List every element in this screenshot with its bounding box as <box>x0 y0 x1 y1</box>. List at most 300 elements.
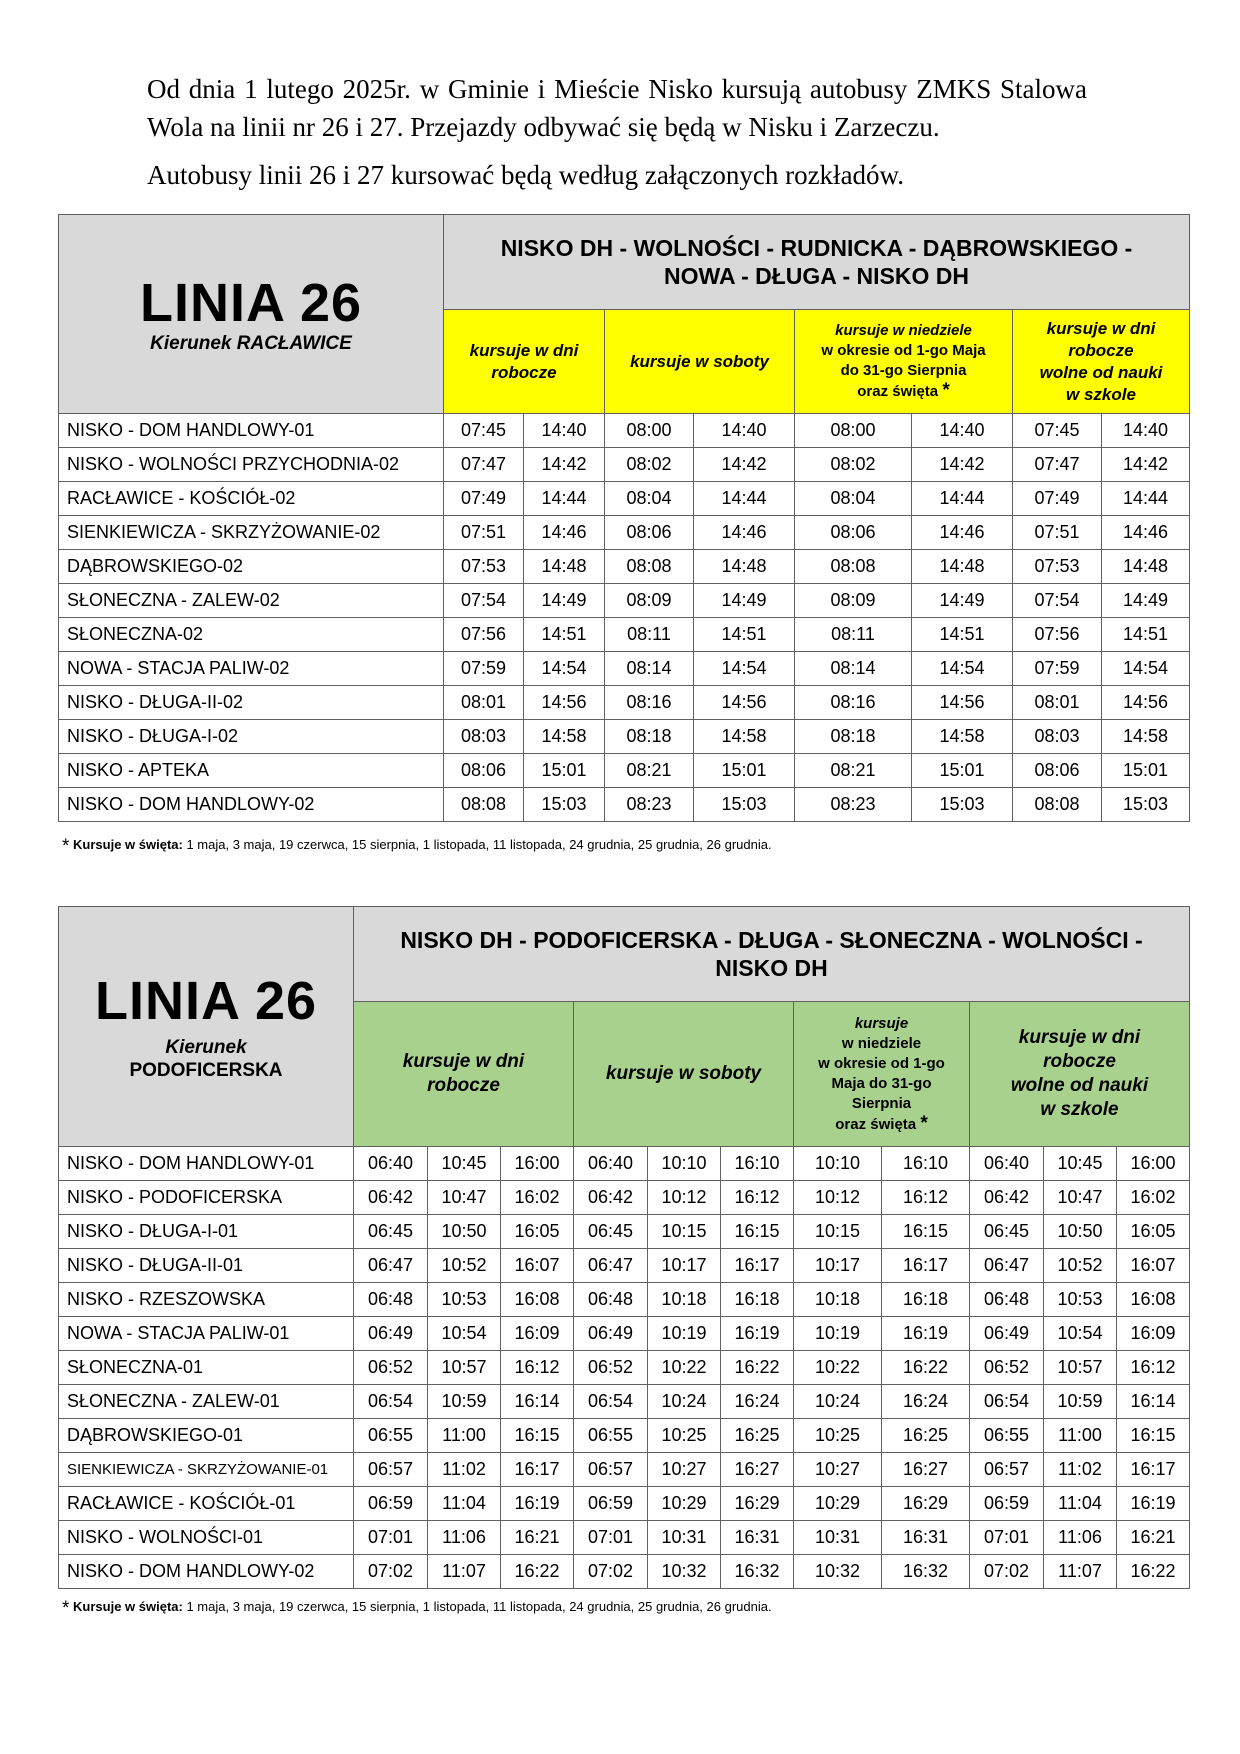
departure-time: 10:52 <box>1044 1249 1117 1283</box>
departure-time: 16:21 <box>1117 1521 1190 1555</box>
departure-time: 16:17 <box>882 1249 970 1283</box>
departure-time: 16:22 <box>1117 1555 1190 1589</box>
table-row <box>59 618 1190 652</box>
table-row <box>59 788 1190 822</box>
departure-time: 06:52 <box>354 1351 428 1385</box>
departure-time: 10:25 <box>648 1419 721 1453</box>
table-row <box>59 1385 1190 1419</box>
category-weekdays-line-1: kursuje w dni <box>402 1051 525 1072</box>
departure-time: 16:17 <box>721 1249 794 1283</box>
line-direction: Kierunek RACŁAWICE <box>150 332 352 354</box>
departure-time: 08:18 <box>795 720 912 754</box>
departure-time: 16:32 <box>882 1555 970 1589</box>
departure-time: 06:40 <box>574 1147 648 1181</box>
route-line-2: NOWA - DŁUGA - NISKO DH <box>664 263 969 289</box>
departure-time: 16:22 <box>501 1555 574 1589</box>
departure-time: 08:01 <box>444 686 524 720</box>
departure-time: 08:08 <box>1013 788 1102 822</box>
holiday-note-label: Kursuje w święta: <box>73 837 183 852</box>
stop-name: SŁONECZNA-02 <box>59 618 444 652</box>
table-row <box>59 1351 1190 1385</box>
stop-name: NISKO - DOM HANDLOWY-02 <box>59 1555 354 1589</box>
departure-time: 15:01 <box>912 754 1013 788</box>
departure-time: 10:27 <box>794 1453 882 1487</box>
departure-time: 14:56 <box>524 686 605 720</box>
holiday-note-text: 1 maja, 3 maja, 19 czerwca, 15 sierpnia, 1 listopada, 11 listopada, 24 grudnia, 25 grudnia, 26 grudnia. <box>182 837 772 852</box>
stop-name: NISKO - APTEKA <box>59 754 444 788</box>
departure-time: 16:25 <box>721 1419 794 1453</box>
departure-time: 10:12 <box>648 1181 721 1215</box>
table-row <box>59 584 1190 618</box>
category-sundays-line-5: Sierpnia <box>851 1094 912 1112</box>
departure-time: 06:42 <box>354 1181 428 1215</box>
departure-time: 14:56 <box>694 686 795 720</box>
category-weekdays <box>444 310 605 414</box>
departure-time: 16:29 <box>721 1487 794 1521</box>
departure-time: 08:00 <box>795 414 912 448</box>
departure-time: 08:06 <box>444 754 524 788</box>
departure-time: 10:19 <box>648 1317 721 1351</box>
departure-time: 16:14 <box>501 1385 574 1419</box>
departure-time: 10:31 <box>648 1521 721 1555</box>
table-row <box>59 482 1190 516</box>
departure-time: 16:17 <box>1117 1453 1190 1487</box>
category-sundays-line-2: w niedziele <box>841 1034 922 1052</box>
departure-time: 11:02 <box>1044 1453 1117 1487</box>
departure-time: 16:22 <box>882 1351 970 1385</box>
departure-time: 16:31 <box>721 1521 794 1555</box>
category-saturdays: kursuje w soboty <box>574 1002 794 1147</box>
stop-name: RACŁAWICE - KOŚCIÓŁ-01 <box>59 1487 354 1521</box>
departure-time: 10:54 <box>1044 1317 1117 1351</box>
stop-name: SŁONECZNA - ZALEW-02 <box>59 584 444 618</box>
departure-time: 10:59 <box>428 1385 501 1419</box>
departure-time: 08:02 <box>605 448 694 482</box>
departure-time: 06:47 <box>970 1249 1044 1283</box>
departure-time: 06:48 <box>354 1283 428 1317</box>
category-sundays-line-3: w okresie od 1-go <box>818 1054 945 1072</box>
departure-time: 11:00 <box>1044 1419 1117 1453</box>
departure-time: 10:27 <box>648 1453 721 1487</box>
departure-time: 14:54 <box>524 652 605 686</box>
departure-time: 11:06 <box>1044 1521 1117 1555</box>
departure-time: 10:50 <box>1044 1215 1117 1249</box>
departure-time: 08:03 <box>1013 720 1102 754</box>
departure-time: 06:45 <box>970 1215 1044 1249</box>
departure-time: 10:22 <box>794 1351 882 1385</box>
departure-time: 16:21 <box>501 1521 574 1555</box>
departure-time: 14:48 <box>912 550 1013 584</box>
departure-time: 08:11 <box>795 618 912 652</box>
departure-time: 16:10 <box>882 1147 970 1181</box>
departure-time: 10:53 <box>428 1283 501 1317</box>
departure-time: 14:44 <box>524 482 605 516</box>
departure-time: 07:02 <box>354 1555 428 1589</box>
departure-time: 10:47 <box>428 1181 501 1215</box>
category-sundays-line-6: oraz święta <box>835 1115 917 1133</box>
category-school-line-1: kursuje w dni <box>1018 1027 1141 1048</box>
departure-time: 06:59 <box>354 1487 428 1521</box>
departure-time: 06:52 <box>970 1351 1044 1385</box>
departure-time: 11:02 <box>428 1453 501 1487</box>
category-sundays-line-4: Maja do 31-go <box>831 1074 932 1092</box>
departure-time: 10:50 <box>428 1215 501 1249</box>
departure-time: 11:00 <box>428 1419 501 1453</box>
intro-paragraph-1: Od dnia 1 lutego 2025r. w Gminie i Mieście Nisko kursują autobusy ZMKS Stalowa Wola na linii nr 26 i 27. Przejazdy odbywać się będą w Nisku i Zarzeczu. <box>147 74 1087 142</box>
departure-time: 15:03 <box>694 788 795 822</box>
category-sundays-line-1: kursuje <box>854 1014 909 1032</box>
departure-time: 06:57 <box>574 1453 648 1487</box>
departure-time: 14:42 <box>912 448 1013 482</box>
table-row <box>59 1555 1190 1589</box>
departure-time: 08:21 <box>605 754 694 788</box>
departure-time: 08:08 <box>444 788 524 822</box>
departure-time: 08:11 <box>605 618 694 652</box>
departure-time: 08:18 <box>605 720 694 754</box>
departure-time: 14:49 <box>912 584 1013 618</box>
departure-time: 08:04 <box>795 482 912 516</box>
holiday-note-text: 1 maja, 3 maja, 19 czerwca, 15 sierpnia, 1 listopada, 11 listopada, 24 grudnia, 25 grudnia, 26 grudnia. <box>182 1599 772 1614</box>
departure-time: 06:57 <box>354 1453 428 1487</box>
stop-name: SŁONECZNA - ZALEW-01 <box>59 1385 354 1419</box>
departure-time: 16:31 <box>882 1521 970 1555</box>
line-number: LINIA 26 <box>94 970 318 1031</box>
departure-time: 14:58 <box>912 720 1013 754</box>
departure-time: 16:12 <box>721 1181 794 1215</box>
table-row <box>59 686 1190 720</box>
departure-time: 14:58 <box>694 720 795 754</box>
table-row <box>59 550 1190 584</box>
departure-time: 16:24 <box>721 1385 794 1419</box>
departure-time: 16:07 <box>1117 1249 1190 1283</box>
route-description <box>354 907 1190 1002</box>
departure-time: 07:47 <box>444 448 524 482</box>
departure-time: 06:48 <box>574 1283 648 1317</box>
intro-paragraph-2: Autobusy linii 26 i 27 kursować będą według załączonych rozkładów. <box>147 160 905 190</box>
departure-time: 06:40 <box>354 1147 428 1181</box>
departure-time: 14:44 <box>1102 482 1190 516</box>
departure-time: 16:19 <box>721 1317 794 1351</box>
holiday-note-2 <box>62 1598 772 1620</box>
departure-time: 10:17 <box>648 1249 721 1283</box>
stop-name: NISKO - DŁUGA-II-01 <box>59 1249 354 1283</box>
departure-time: 14:40 <box>524 414 605 448</box>
departure-time: 14:40 <box>694 414 795 448</box>
departure-time: 16:07 <box>501 1249 574 1283</box>
departure-time: 14:49 <box>524 584 605 618</box>
departure-time: 06:47 <box>574 1249 648 1283</box>
intro-text <box>147 70 1087 194</box>
asterisk: * <box>920 1112 928 1134</box>
departure-time: 16:19 <box>882 1317 970 1351</box>
departure-time: 10:29 <box>648 1487 721 1521</box>
departure-time: 06:55 <box>574 1419 648 1453</box>
stop-name: DĄBROWSKIEGO-02 <box>59 550 444 584</box>
departure-time: 06:54 <box>574 1385 648 1419</box>
departure-time: 14:56 <box>912 686 1013 720</box>
departure-time: 08:09 <box>795 584 912 618</box>
departure-time: 10:52 <box>428 1249 501 1283</box>
departure-time: 07:54 <box>444 584 524 618</box>
timetable-line-26-podoficerska <box>58 906 1190 1589</box>
table-row <box>59 1215 1190 1249</box>
departure-time: 15:03 <box>524 788 605 822</box>
departure-time: 07:49 <box>444 482 524 516</box>
departure-time: 14:42 <box>1102 448 1190 482</box>
departure-time: 06:59 <box>574 1487 648 1521</box>
departure-time: 15:03 <box>912 788 1013 822</box>
departure-time: 06:54 <box>970 1385 1044 1419</box>
departure-time: 14:46 <box>1102 516 1190 550</box>
departure-time: 16:10 <box>721 1147 794 1181</box>
departure-time: 10:45 <box>428 1147 501 1181</box>
table-row <box>59 1487 1190 1521</box>
departure-time: 16:19 <box>501 1487 574 1521</box>
departure-time: 16:09 <box>1117 1317 1190 1351</box>
departure-time: 08:01 <box>1013 686 1102 720</box>
departure-time: 07:54 <box>1013 584 1102 618</box>
departure-time: 07:51 <box>444 516 524 550</box>
stop-name: SŁONECZNA-01 <box>59 1351 354 1385</box>
departure-time: 07:02 <box>574 1555 648 1589</box>
category-school-line-4: w szkole <box>1040 1099 1119 1120</box>
departure-time: 08:02 <box>795 448 912 482</box>
departure-time: 08:06 <box>1013 754 1102 788</box>
departure-time: 10:25 <box>794 1419 882 1453</box>
departure-time: 06:55 <box>354 1419 428 1453</box>
departure-time: 07:53 <box>444 550 524 584</box>
holiday-note-1 <box>62 836 772 858</box>
table-row <box>59 1147 1190 1181</box>
departure-time: 16:15 <box>501 1419 574 1453</box>
departure-time: 14:54 <box>1102 652 1190 686</box>
stop-name: NISKO - DŁUGA-II-02 <box>59 686 444 720</box>
timetable-line-26-raclawice <box>58 214 1190 822</box>
departure-time: 10:18 <box>648 1283 721 1317</box>
line-number: LINIA 26 <box>139 272 363 333</box>
departure-time: 06:45 <box>354 1215 428 1249</box>
category-sundays-line-2: w okresie od 1-go Maja <box>821 342 986 359</box>
departure-time: 10:17 <box>794 1249 882 1283</box>
departure-time: 08:16 <box>605 686 694 720</box>
departure-time: 14:42 <box>524 448 605 482</box>
stop-name: NISKO - DOM HANDLOWY-01 <box>59 414 444 448</box>
departure-time: 06:45 <box>574 1215 648 1249</box>
departure-time: 10:24 <box>794 1385 882 1419</box>
departure-time: 07:01 <box>970 1521 1044 1555</box>
departure-time: 10:32 <box>648 1555 721 1589</box>
stop-name: NOWA - STACJA PALIW-02 <box>59 652 444 686</box>
departure-time: 14:40 <box>1102 414 1190 448</box>
asterisk: * <box>62 1598 70 1619</box>
stop-name: SIENKIEWICZA - SKRZYŻOWANIE-02 <box>59 516 444 550</box>
departure-time: 11:04 <box>1044 1487 1117 1521</box>
departure-time: 08:14 <box>795 652 912 686</box>
stop-name: NISKO - PODOFICERSKA <box>59 1181 354 1215</box>
table-row <box>59 414 1190 448</box>
departure-time: 07:53 <box>1013 550 1102 584</box>
departure-time: 15:01 <box>1102 754 1190 788</box>
departure-time: 07:51 <box>1013 516 1102 550</box>
departure-time: 07:47 <box>1013 448 1102 482</box>
departure-time: 08:08 <box>795 550 912 584</box>
table-row <box>59 1521 1190 1555</box>
departure-time: 14:44 <box>912 482 1013 516</box>
departure-time: 06:57 <box>970 1453 1044 1487</box>
departure-time: 14:48 <box>694 550 795 584</box>
departure-time: 08:00 <box>605 414 694 448</box>
departure-time: 10:18 <box>794 1283 882 1317</box>
departure-time: 07:49 <box>1013 482 1102 516</box>
stop-name: NISKO - DŁUGA-I-02 <box>59 720 444 754</box>
departure-time: 15:01 <box>694 754 795 788</box>
table-row <box>59 652 1190 686</box>
departure-time: 14:51 <box>1102 618 1190 652</box>
stop-name: NISKO - RZESZOWSKA <box>59 1283 354 1317</box>
departure-time: 06:48 <box>970 1283 1044 1317</box>
departure-time: 16:08 <box>1117 1283 1190 1317</box>
asterisk: * <box>62 836 70 857</box>
table-row <box>59 720 1190 754</box>
route-line-1: NISKO DH - WOLNOŚCI - RUDNICKA - DĄBROWSKIEGO - <box>500 235 1133 261</box>
departure-time: 16:18 <box>882 1283 970 1317</box>
departure-time: 07:01 <box>354 1521 428 1555</box>
departure-time: 14:46 <box>694 516 795 550</box>
departure-time: 06:59 <box>970 1487 1044 1521</box>
departure-time: 10:57 <box>428 1351 501 1385</box>
departure-time: 16:22 <box>721 1351 794 1385</box>
departure-time: 16:27 <box>882 1453 970 1487</box>
departure-time: 10:32 <box>794 1555 882 1589</box>
departure-time: 08:06 <box>605 516 694 550</box>
departure-time: 14:46 <box>524 516 605 550</box>
departure-time: 14:58 <box>524 720 605 754</box>
departure-time: 07:59 <box>1013 652 1102 686</box>
category-weekdays <box>354 1002 574 1147</box>
departure-time: 16:27 <box>721 1453 794 1487</box>
category-school-line-3: wolne od nauki <box>1010 1075 1149 1096</box>
departure-time: 16:12 <box>1117 1351 1190 1385</box>
departure-time: 08:23 <box>795 788 912 822</box>
stop-name: NISKO - DŁUGA-I-01 <box>59 1215 354 1249</box>
departure-time: 11:07 <box>428 1555 501 1589</box>
departure-time: 16:08 <box>501 1283 574 1317</box>
departure-time: 06:52 <box>574 1351 648 1385</box>
stop-name: SIENKIEWICZA - SKRZYŻOWANIE-01 <box>59 1453 354 1487</box>
departure-time: 07:45 <box>444 414 524 448</box>
stop-name: NISKO - DOM HANDLOWY-01 <box>59 1147 354 1181</box>
departure-time: 16:18 <box>721 1283 794 1317</box>
departure-time: 14:54 <box>912 652 1013 686</box>
departure-time: 14:48 <box>1102 550 1190 584</box>
departure-time: 10:45 <box>1044 1147 1117 1181</box>
departure-time: 16:25 <box>882 1419 970 1453</box>
stop-name: NOWA - STACJA PALIW-01 <box>59 1317 354 1351</box>
line-title-cell <box>59 215 444 414</box>
departure-time: 10:47 <box>1044 1181 1117 1215</box>
category-school-line-1: kursuje w dni <box>1046 318 1156 338</box>
category-weekdays-line-2: robocze <box>491 362 557 382</box>
departure-time: 15:03 <box>1102 788 1190 822</box>
departure-time: 16:15 <box>721 1215 794 1249</box>
departure-time: 10:15 <box>794 1215 882 1249</box>
departure-time: 16:29 <box>882 1487 970 1521</box>
departure-time: 06:49 <box>574 1317 648 1351</box>
table-row <box>59 1453 1190 1487</box>
departure-time: 07:56 <box>1013 618 1102 652</box>
holiday-note-label: Kursuje w święta: <box>73 1599 183 1614</box>
category-school-line-4: w szkole <box>1066 384 1136 404</box>
table-row <box>59 448 1190 482</box>
table-row <box>59 1249 1190 1283</box>
category-sundays-line-3: do 31-go Sierpnia <box>840 362 967 379</box>
departure-time: 16:12 <box>501 1351 574 1385</box>
departure-time: 16:09 <box>501 1317 574 1351</box>
departure-time: 16:24 <box>882 1385 970 1419</box>
departure-time: 10:15 <box>648 1215 721 1249</box>
route-description <box>444 215 1190 310</box>
departure-time: 16:02 <box>1117 1181 1190 1215</box>
departure-time: 11:06 <box>428 1521 501 1555</box>
departure-time: 08:03 <box>444 720 524 754</box>
category-sundays <box>794 1002 970 1147</box>
departure-time: 10:29 <box>794 1487 882 1521</box>
departure-time: 06:49 <box>354 1317 428 1351</box>
departure-time: 10:57 <box>1044 1351 1117 1385</box>
departure-time: 10:53 <box>1044 1283 1117 1317</box>
departure-time: 14:51 <box>694 618 795 652</box>
departure-time: 06:47 <box>354 1249 428 1283</box>
departure-time: 11:07 <box>1044 1555 1117 1589</box>
departure-time: 08:08 <box>605 550 694 584</box>
departure-time: 16:17 <box>501 1453 574 1487</box>
departure-time: 16:14 <box>1117 1385 1190 1419</box>
table-row <box>59 754 1190 788</box>
departure-time: 11:04 <box>428 1487 501 1521</box>
category-weekdays-line-1: kursuje w dni <box>469 340 579 360</box>
line-title-cell <box>59 907 354 1147</box>
asterisk: * <box>942 380 950 401</box>
departure-time: 08:06 <box>795 516 912 550</box>
stop-name: NISKO - DOM HANDLOWY-02 <box>59 788 444 822</box>
route-line-2: NISKO DH <box>715 955 828 981</box>
departure-time: 16:15 <box>1117 1419 1190 1453</box>
departure-time: 07:02 <box>970 1555 1044 1589</box>
departure-time: 14:46 <box>912 516 1013 550</box>
departure-time: 07:45 <box>1013 414 1102 448</box>
departure-time: 16:00 <box>501 1147 574 1181</box>
departure-time: 08:04 <box>605 482 694 516</box>
stop-name: NISKO - WOLNOŚCI-01 <box>59 1521 354 1555</box>
departure-time: 10:10 <box>794 1147 882 1181</box>
departure-time: 15:01 <box>524 754 605 788</box>
departure-time: 14:54 <box>694 652 795 686</box>
category-sundays-line-4: oraz święta <box>857 383 939 400</box>
departure-time: 06:40 <box>970 1147 1044 1181</box>
departure-time: 14:49 <box>1102 584 1190 618</box>
category-sundays-line-1: kursuje w niedziele <box>835 322 972 339</box>
departure-time: 08:21 <box>795 754 912 788</box>
departure-time: 06:42 <box>970 1181 1044 1215</box>
line-direction-line-2: PODOFICERSKA <box>129 1059 283 1081</box>
table-row <box>59 1317 1190 1351</box>
departure-time: 10:24 <box>648 1385 721 1419</box>
stop-name: DĄBROWSKIEGO-01 <box>59 1419 354 1453</box>
departure-time: 14:40 <box>912 414 1013 448</box>
departure-time: 10:10 <box>648 1147 721 1181</box>
departure-time: 16:32 <box>721 1555 794 1589</box>
category-saturdays: kursuje w soboty <box>605 310 795 414</box>
